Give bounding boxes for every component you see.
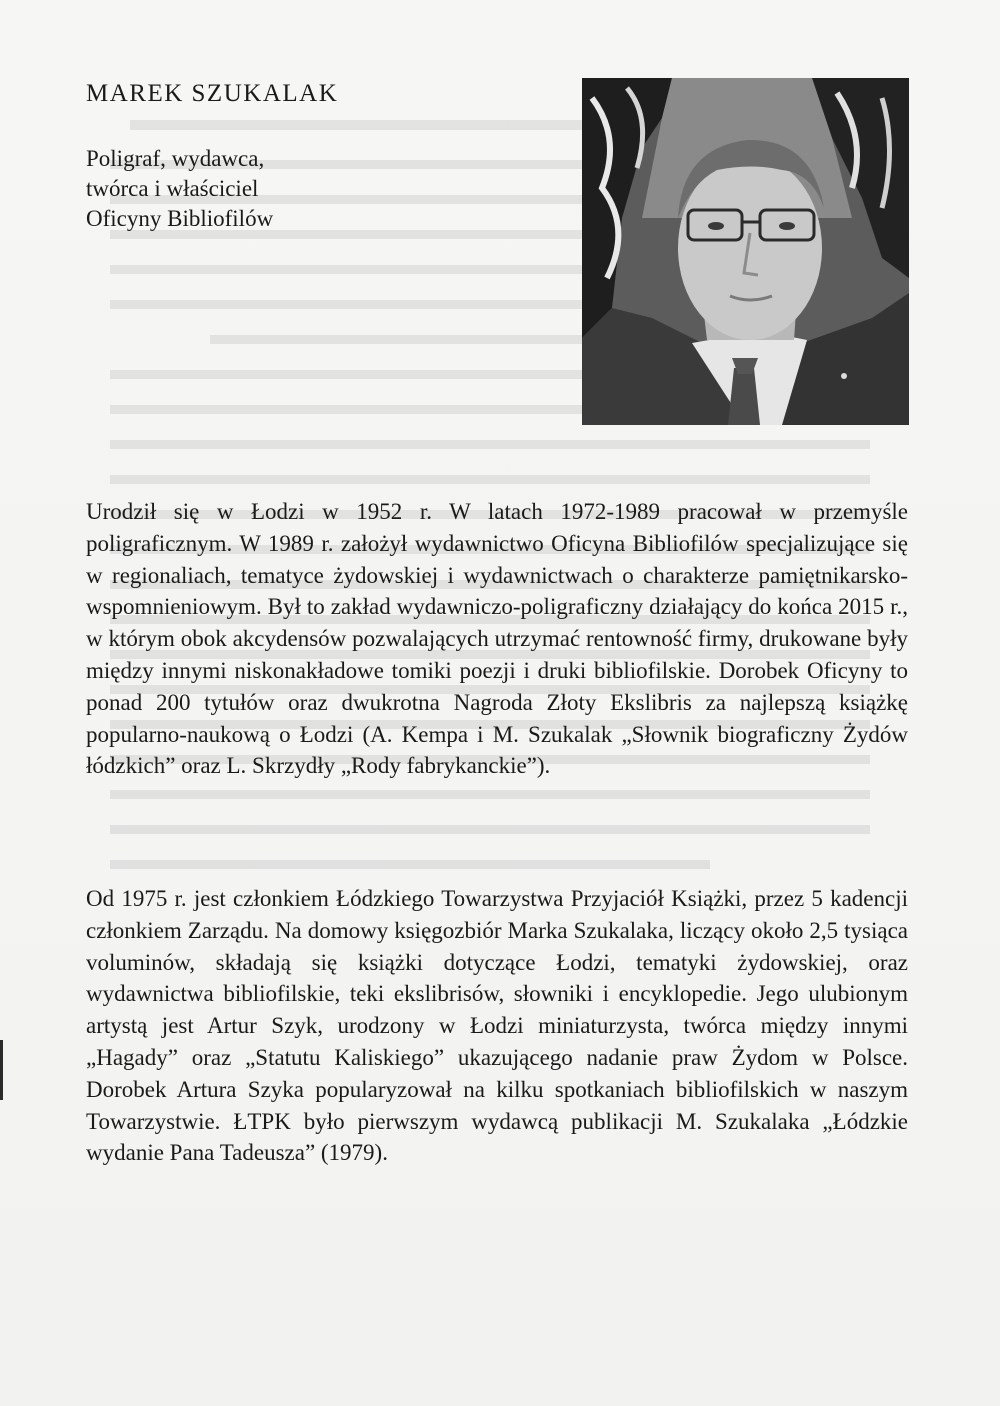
author-role-line: Oficyny Bibliofilów	[86, 206, 274, 231]
biography-paragraph: Urodził się w Łodzi w 1952 r. W latach 1972-1989 pracował w przemyśle poligraficznym. W 1989 r. założył wydawnictwo Oficyna Bibliofilów specjalizujące się w regionaliach, tematyce żydowskiej i wydawnictwach o charakterze pamiętnikarsko-wspomnieniowym. Był to zakład wydawniczo-poligraficzny działający do końca 2015 r., w którym obok akcydensów pozwalających utrzymać rentowność firmy, drukowane były między innymi niskonakładowe tomiki poezji i druki bibliofilskie. Dorobek Oficyny to ponad 200 tytułów oraz dwukrotna Nagroda Złoty Ekslibris za najlepszą książkę popularno-naukową o Łodzi (A. Kempa i M. Szukalak „Słownik biograficzny Żydów łódzkich” oraz L. Skrzydły „Rody fabrykanckie”).	[86, 499, 908, 779]
biography-paragraph: Od 1975 r. jest członkiem Łódzkiego Towarzystwa Przyjaciół Książki, przez 5 kadencji członkiem Zarządu. Na domowy księgozbiór Marka Szukalaka, liczący około 2,5 tysiąca voluminów, składają się książki dotyczące Łodzi, tematyki żydowskiej, oraz wydawnictwa bibliofilskie, teki ekslibrisów, słowniki i encyklopedie. Jego ulubionym artystą jest Artur Szyk, urodzony w Łodzi miniaturzysta, twórca między innymi „Hagady” oraz „Statutu Kaliskiego” ukazującego nadanie praw Żydom w Polsce. Dorobek Artura Szyka popularyzował na kilku spotkaniach bibliofilskich w naszym Towarzystwie. ŁTPK było pierwszym wydawcą publikacji M. Szukalaka „Łódzkie wydanie Pana Tadeusza” (1979).	[86, 886, 908, 1166]
author-role-line: twórca i właściciel	[86, 176, 259, 201]
author-name: MAREK SZUKALAK	[86, 80, 339, 107]
portrait-photo	[582, 78, 909, 425]
portrait-photo-icon	[582, 78, 909, 425]
scan-edge-mark	[0, 1040, 3, 1100]
author-role	[86, 144, 273, 234]
author-role-line: Poligraf, wydawca,	[86, 146, 265, 171]
